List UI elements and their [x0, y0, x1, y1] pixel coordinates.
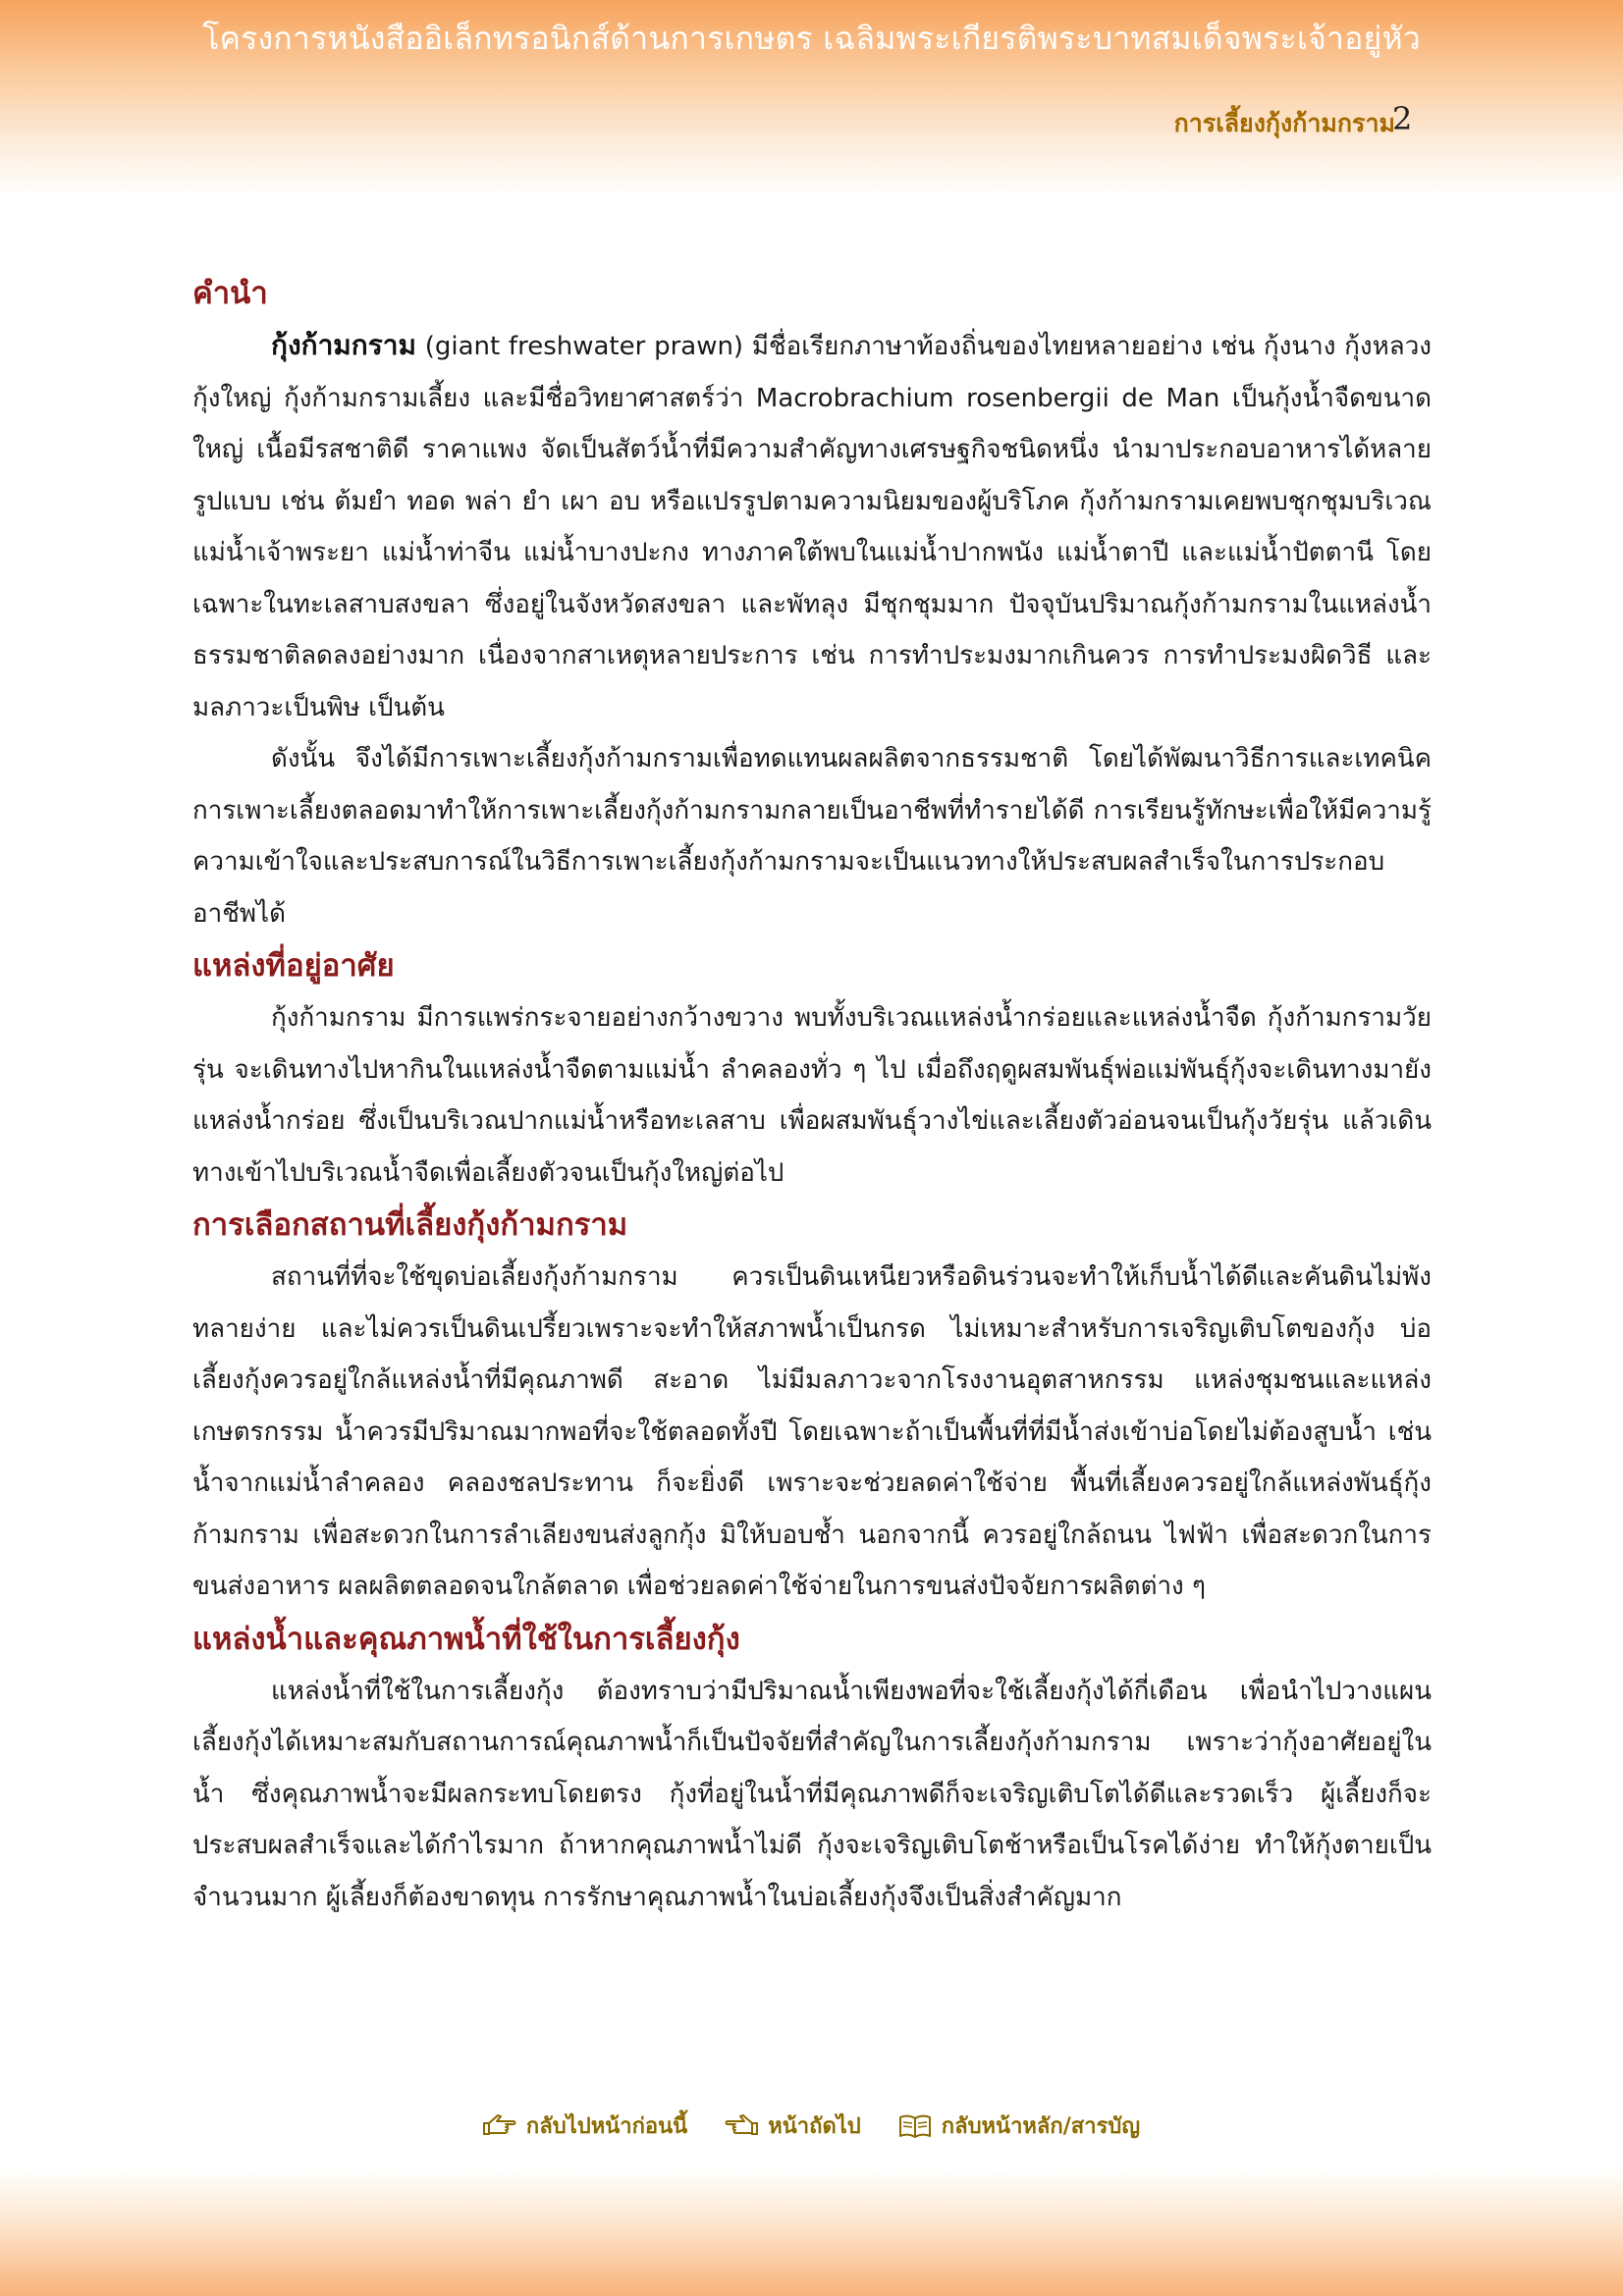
lead-term: กุ้งก้ามกราม — [271, 329, 416, 361]
paragraph-text: (giant freshwater prawn) มีชื่อเรียกภาษาท้องถิ่นของไทยหลายอย่าง เช่น กุ้งนาง กุ้งหลวง กุ้งใหญ่ กุ้งก้ามกรามเลี้ยง และมีชื่อวิทยาศาสตร์ว่า Macrobrachium rosenbergii de Man เป็นกุ้งน้ำจืดขนาดใหญ่ เนื้อมีรสชาติดี ราคาแพง จัดเป็นสัตว์น้ำที่มีความสำคัญทางเศรษฐกิจชนิดหนึ่ง นำมาประกอบอาหารได้หลายรูปแบบ เช่น ต้มยำ ทอด พล่า ยำ เผา อบ หรือแปรรูปตามความนิยมของผู้บริโภค กุ้งก้ามกรามเคยพบชุกชุมบริเวณแม่น้ำเจ้าพระยา แม่น้ำท่าจีน แม่น้ำบางปะกง ทางภาคใต้พบในแม่น้ำปากพนัง แม่น้ำตาปี และแม่น้ำปัตตานี โดยเฉพาะในทะเลสาบสงขลา ซึ่งอยู่ในจังหวัดสงขลา และพัทลุง มีชุกชุมมาก ปัจจุบันปริมาณกุ้งก้ามกรามในแหล่งน้ำธรรมชาติลดลงอย่างมาก เนื่องจากสาเหตุหลายประการ เช่น การทำประมงมากเกินควร การทำประมงผิดวิธี และมลภาวะเป็นพิษ เป็นต้น — [192, 332, 1432, 722]
back-link[interactable] — [483, 2109, 687, 2143]
back-label: กลับไปหน้าก่อนนี้ — [525, 2114, 688, 2139]
next-link[interactable] — [725, 2109, 861, 2143]
section-heading-introduction: คำนำ — [192, 276, 268, 311]
page-number: 2 — [1392, 100, 1413, 137]
home-link[interactable] — [898, 2109, 1140, 2143]
pointing-hand-left-icon — [483, 2113, 516, 2139]
footer-navigation — [0, 2109, 1623, 2143]
open-book-icon — [898, 2113, 932, 2139]
footer-gradient-band — [0, 2169, 1623, 2296]
paragraph-text: สถานที่ที่จะใช้ขุดบ่อเลี้ยงกุ้งก้ามกราม ควรเป็นดินเหนียวหรือดินร่วนจะทำให้เก็บน้ำได้ดีและคันดินไม่พังทลายง่าย และไม่ควรเป็นดินเปรี้ยวเพราะจะทำให้สภาพน้ำเป็นกรด ไม่เหมาะสำหรับการเจริญเติบโตของกุ้ง บ่อเลี้ยงกุ้งควรอยู่ใกล้แหล่งน้ำที่มีคุณภาพดี สะอาด ไม่มีมลภาวะจากโรงงานอุตสาหกรรม แหล่งชุมชนและแหล่งเกษตรกรรม น้ำควรมีปริมาณมากพอที่จะใช้ตลอดทั้งปี โดยเฉพาะถ้าเป็นพื้นที่ที่มีน้ำส่งเข้าบ่อโดยไม่ต้องสูบน้ำ เช่น น้ำจากแม่น้ำลำคลอง คลองชลประทาน ก็จะยิ่งดี เพราะจะช่วยลดค่าใช้จ่าย พื้นที่เลี้ยงควรอยู่ใกล้แหล่งพันธุ์กุ้งก้ามกราม เพื่อสะดวกในการลำเลียงขนส่งลูกกุ้ง มิให้บอบช้ำ นอกจากนี้ ควรอยู่ใกล้ถนน ไฟฟ้า เพื่อสะดวกในการขนส่งอาหาร ผลผลิตตลอดจนใกล้ตลาด เพื่อช่วยลดค่าใช้จ่ายในการขนส่งปัจจัยการผลิตต่าง ๆ — [192, 1262, 1432, 1601]
paragraph-text: กุ้งก้ามกราม มีการแพร่กระจายอย่างกว้างขวาง พบทั้งบริเวณแหล่งน้ำกร่อยและแหล่งน้ำจืด กุ้งก้ามกรามวัยรุ่น จะเดินทางไปหากินในแหล่งน้ำจืดตามแม่น้ำ ลำคลองทั่ว ๆ ไป เมื่อถึงฤดูผสมพันธุ์พ่อแม่พันธุ์กุ้งจะเดินทางมายังแหล่งน้ำกร่อย ซึ่งเป็นบริเวณปากแม่น้ำหรือทะเลสาบ เพื่อผสมพันธุ์วางไข่และเลี้ยงตัวอ่อนจนเป็นกุ้งวัยรุ่น แล้วเดินทางเข้าไปบริเวณน้ำจืดเพื่อเลี้ยงตัวจนเป็นกุ้งใหญ่ต่อไป — [192, 1003, 1432, 1188]
running-title: การเลี้ยงกุ้งก้ามกราม — [1173, 109, 1395, 137]
project-title: โครงการหนังสืออิเล็กทรอนิกส์ด้านการเกษตร เฉลิมพระเกียรติพระบาทสมเด็จพระเจ้าอยู่หัว — [202, 20, 1421, 57]
paragraph — [192, 1252, 1432, 1613]
section-heading-water-quality: แหล่งน้ำและคุณภาพน้ำที่ใช้ในการเลี้ยงกุ้ง — [192, 1621, 740, 1657]
home-label: กลับหน้าหลัก/สารบัญ — [941, 2114, 1141, 2139]
paragraph — [192, 733, 1432, 939]
section-heading-site-selection: การเลือกสถานที่เลี้ยงกุ้งก้ามกราม — [192, 1207, 628, 1243]
section-heading-habitat: แหล่งที่อยู่อาศัย — [192, 948, 395, 984]
next-label: หน้าถัดไป — [768, 2114, 861, 2139]
paragraph — [192, 1666, 1432, 1924]
paragraph-text: แหล่งน้ำที่ใช้ในการเลี้ยงกุ้ง ต้องทราบว่ามีปริมาณน้ำเพียงพอที่จะใช้เลี้ยงกุ้งได้กี่เดือน เพื่อนำไปวางแผนเลี้ยงกุ้งได้เหมาะสมกับสถานการณ์คุณภาพน้ำก็เป็นปัจจัยที่สำคัญในการเลี้ยงกุ้งก้ามกราม เพราะว่ากุ้งอาศัยอยู่ในน้ำ ซึ่งคุณภาพน้ำจะมีผลกระทบโดยตรง กุ้งที่อยู่ในน้ำที่มีคุณภาพดีก็จะเจริญเติบโตได้ดีและรวดเร็ว ผู้เลี้ยงก็จะประสบผลสำเร็จและได้กำไรมาก ถ้าหากคุณภาพน้ำไม่ดี กุ้งจะเจริญเติบโตช้าหรือเป็นโรคได้ง่าย ทำให้กุ้งตายเป็นจำนวนมาก ผู้เลี้ยงก็ต้องขาดทุน การรักษาคุณภาพน้ำในบ่อเลี้ยงกุ้งจึงเป็นสิ่งสำคัญมาก — [192, 1676, 1432, 1912]
page-body — [192, 267, 1432, 1923]
pointing-hand-right-icon — [725, 2113, 758, 2139]
paragraph — [192, 320, 1432, 733]
paragraph-text: ดังนั้น จึงได้มีการเพาะเลี้ยงกุ้งก้ามกรามเพื่อทดแทนผลผลิตจากธรรมชาติ โดยได้พัฒนาวิธีการและเทคนิคการเพาะเลี้ยงตลอดมาทำให้การเพาะเลี้ยงกุ้งก้ามกรามกลายเป็นอาชีพที่ทำรายได้ดี การเรียนรู้ทักษะเพื่อให้มีความรู้ ความเข้าใจและประสบการณ์ในวิธีการเพาะเลี้ยงกุ้งก้ามกรามจะเป็นแนวทางให้ประสบผลสำเร็จในการประกอบอาชีพได้ — [192, 744, 1432, 929]
paragraph — [192, 992, 1432, 1199]
